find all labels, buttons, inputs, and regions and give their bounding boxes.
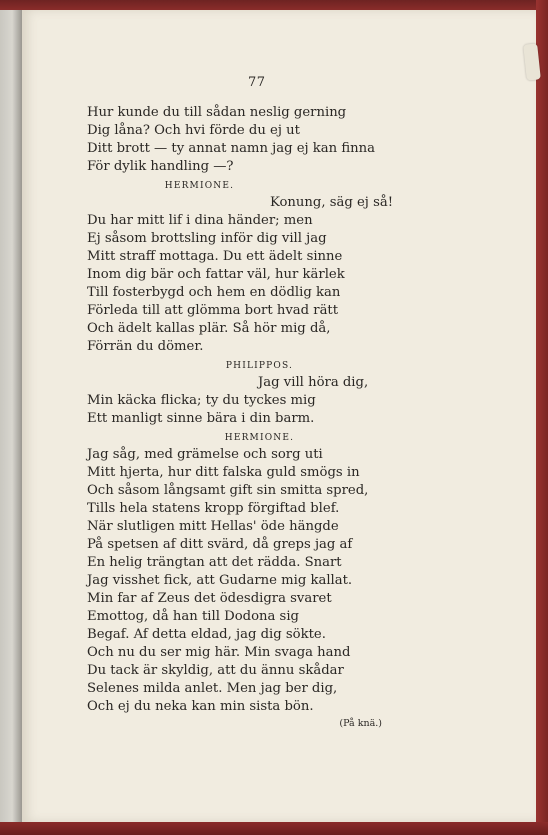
verse-line: Mitt straff mottaga. Du ett ädelt sinne (87, 249, 343, 264)
verse-line: Min far af Zeus det ödesdigra svaret (87, 591, 332, 606)
verse-line: Till fosterbygd och hem en dödlig kan (87, 285, 341, 300)
verse-line: Konung, säg ej så! (270, 195, 394, 210)
verse-line: Inom dig bär och fattar väl, hur kärlek (87, 267, 345, 282)
verse-line: Du tack är skyldig, att du ännu skådar (87, 663, 344, 678)
verse-line: Begaf. Af detta eldad, jag dig sökte. (87, 627, 326, 642)
verse-line: Ej såsom brottsling inför dig vill jag (87, 231, 327, 246)
play-text (87, 104, 437, 732)
verse-line: Du har mitt lif i dina händer; men (87, 213, 313, 228)
verse-line: Jag vill höra dig, (258, 375, 369, 390)
verse-line: Hur kunde du till sådan neslig gerning (87, 105, 347, 120)
verse-line: Ett manligt sinne bära i din barm. (87, 411, 315, 426)
speaker-name: HERMIONE. (224, 433, 295, 443)
verse-line: På spetsen af ditt svärd, då greps jag af (87, 537, 353, 552)
verse-line: Jag visshet fick, att Gudarne mig kallat. (87, 573, 353, 588)
verse-line: Och nu du ser mig här. Min svaga hand (87, 645, 351, 660)
verse-line: Emottog, då han till Dodona sig (87, 609, 299, 624)
book-cover-right-edge (536, 0, 548, 835)
verse-line: Min käcka flicka; ty du tyckes mig (87, 393, 316, 408)
verse-line: Förrän du dömer. (87, 339, 204, 354)
verse-line: Förleda till att glömma bort hvad rätt (87, 303, 339, 318)
verse-line: Ditt brott — ty annat namn jag ej kan finna (87, 141, 375, 156)
speaker-name: PHILIPPOS. (225, 361, 294, 371)
verse-line: Mitt hjerta, hur ditt falska guld smögs in (87, 465, 360, 480)
verse-line: En helig trängtan att det rädda. Snart (87, 555, 342, 570)
verse-line: För dylik handling —? (87, 159, 234, 174)
page-number: 77 (248, 75, 266, 90)
speaker-name: HERMIONE. (164, 181, 235, 191)
book-cover-top-edge (0, 0, 548, 10)
verse-line: När slutligen mitt Hellas' öde hängde (87, 519, 339, 534)
verse-line: Dig låna? Och hvi förde du ej ut (87, 123, 300, 138)
book-gutter (0, 0, 22, 835)
verse-line: Och ädelt kallas plär. Så hör mig då, (87, 321, 331, 336)
verse-line: Selenes milda anlet. Men jag ber dig, (87, 681, 338, 696)
book-cover-bottom-edge (0, 822, 548, 835)
verse-line: Jag såg, med grämelse och sorg uti (87, 447, 323, 462)
verse-line: Tills hela statens kropp förgiftad blef. (87, 501, 340, 516)
verse-line: Och ej du neka kan min sista bön. (87, 699, 314, 714)
verse-line: Och såsom långsamt gift sin smitta spred, (87, 483, 369, 498)
stage-direction: (På knä.) (339, 718, 382, 729)
